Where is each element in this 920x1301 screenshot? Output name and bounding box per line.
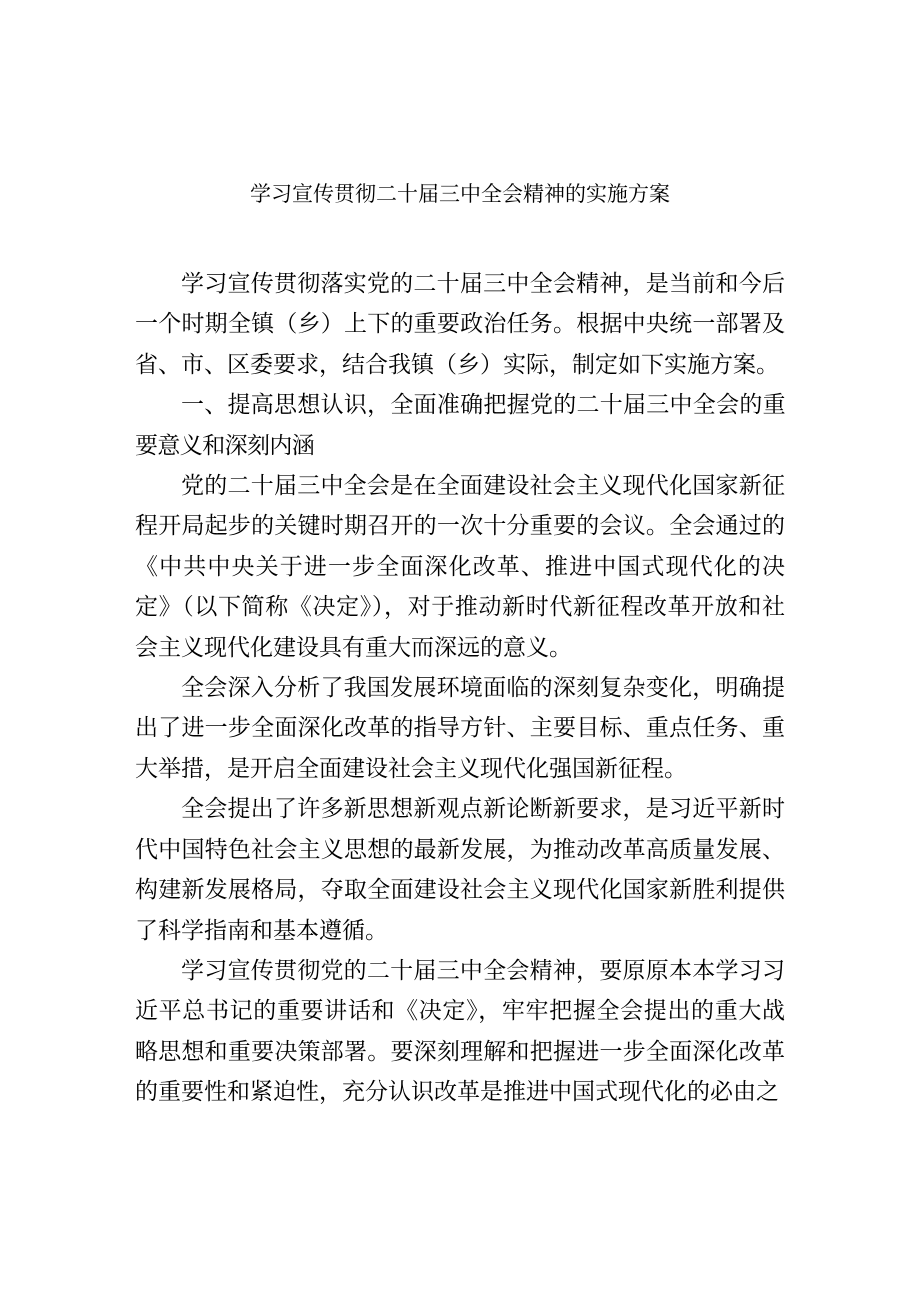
body-paragraph: 党的二十届三中全会是在全面建设社会主义现代化国家新征程开局起步的关键时期召开的一次十分重要的会议。全会通过的《中共中央关于进一步全面深化改革、推进中国式现代化的决定》（以下简称《决定》），对于推动新时代新征程改革开放和社会主义现代化建设具有重大而深远的意义。 (135, 473, 785, 661)
body-paragraph: 学习宣传贯彻党的二十届三中全会精神，要原原本本学习习近平总书记的重要讲话和《决定》，牢牢把握全会提出的重大战略思想和重要决策部署。要深刻理解和把握进一步全面深化改革的重要性和紧迫性，充分认识改革是推进中国式现代化的必由之 (135, 957, 785, 1106)
section-heading: 一、提高思想认识，全面准确把握党的二十届三中全会的重要意义和深刻内涵 (135, 392, 785, 459)
body-paragraph: 全会提出了许多新思想新观点新论断新要求，是习近平新时代中国特色社会主义思想的最新发展，为推动改革高质量发展、构建新发展格局，夺取全面建设社会主义现代化国家新胜利提供了科学指南和基本遵循。 (135, 796, 785, 944)
document-title: 学习宣传贯彻二十届三中全会精神的实施方案 (250, 182, 670, 206)
body-paragraph: 全会深入分析了我国发展环境面临的深刻复杂变化，明确提出了进一步全面深化改革的指导方针、主要目标、重点任务、重大举措，是开启全面建设社会主义现代化强国新征程。 (135, 675, 785, 782)
document-body (135, 264, 785, 1113)
intro-paragraph: 学习宣传贯彻落实党的二十届三中全会精神，是当前和今后一个时期全镇（乡）上下的重要政治任务。根据中央统一部署及省、市、区委要求，结合我镇（乡）实际，制定如下实施方案。 (135, 271, 785, 378)
